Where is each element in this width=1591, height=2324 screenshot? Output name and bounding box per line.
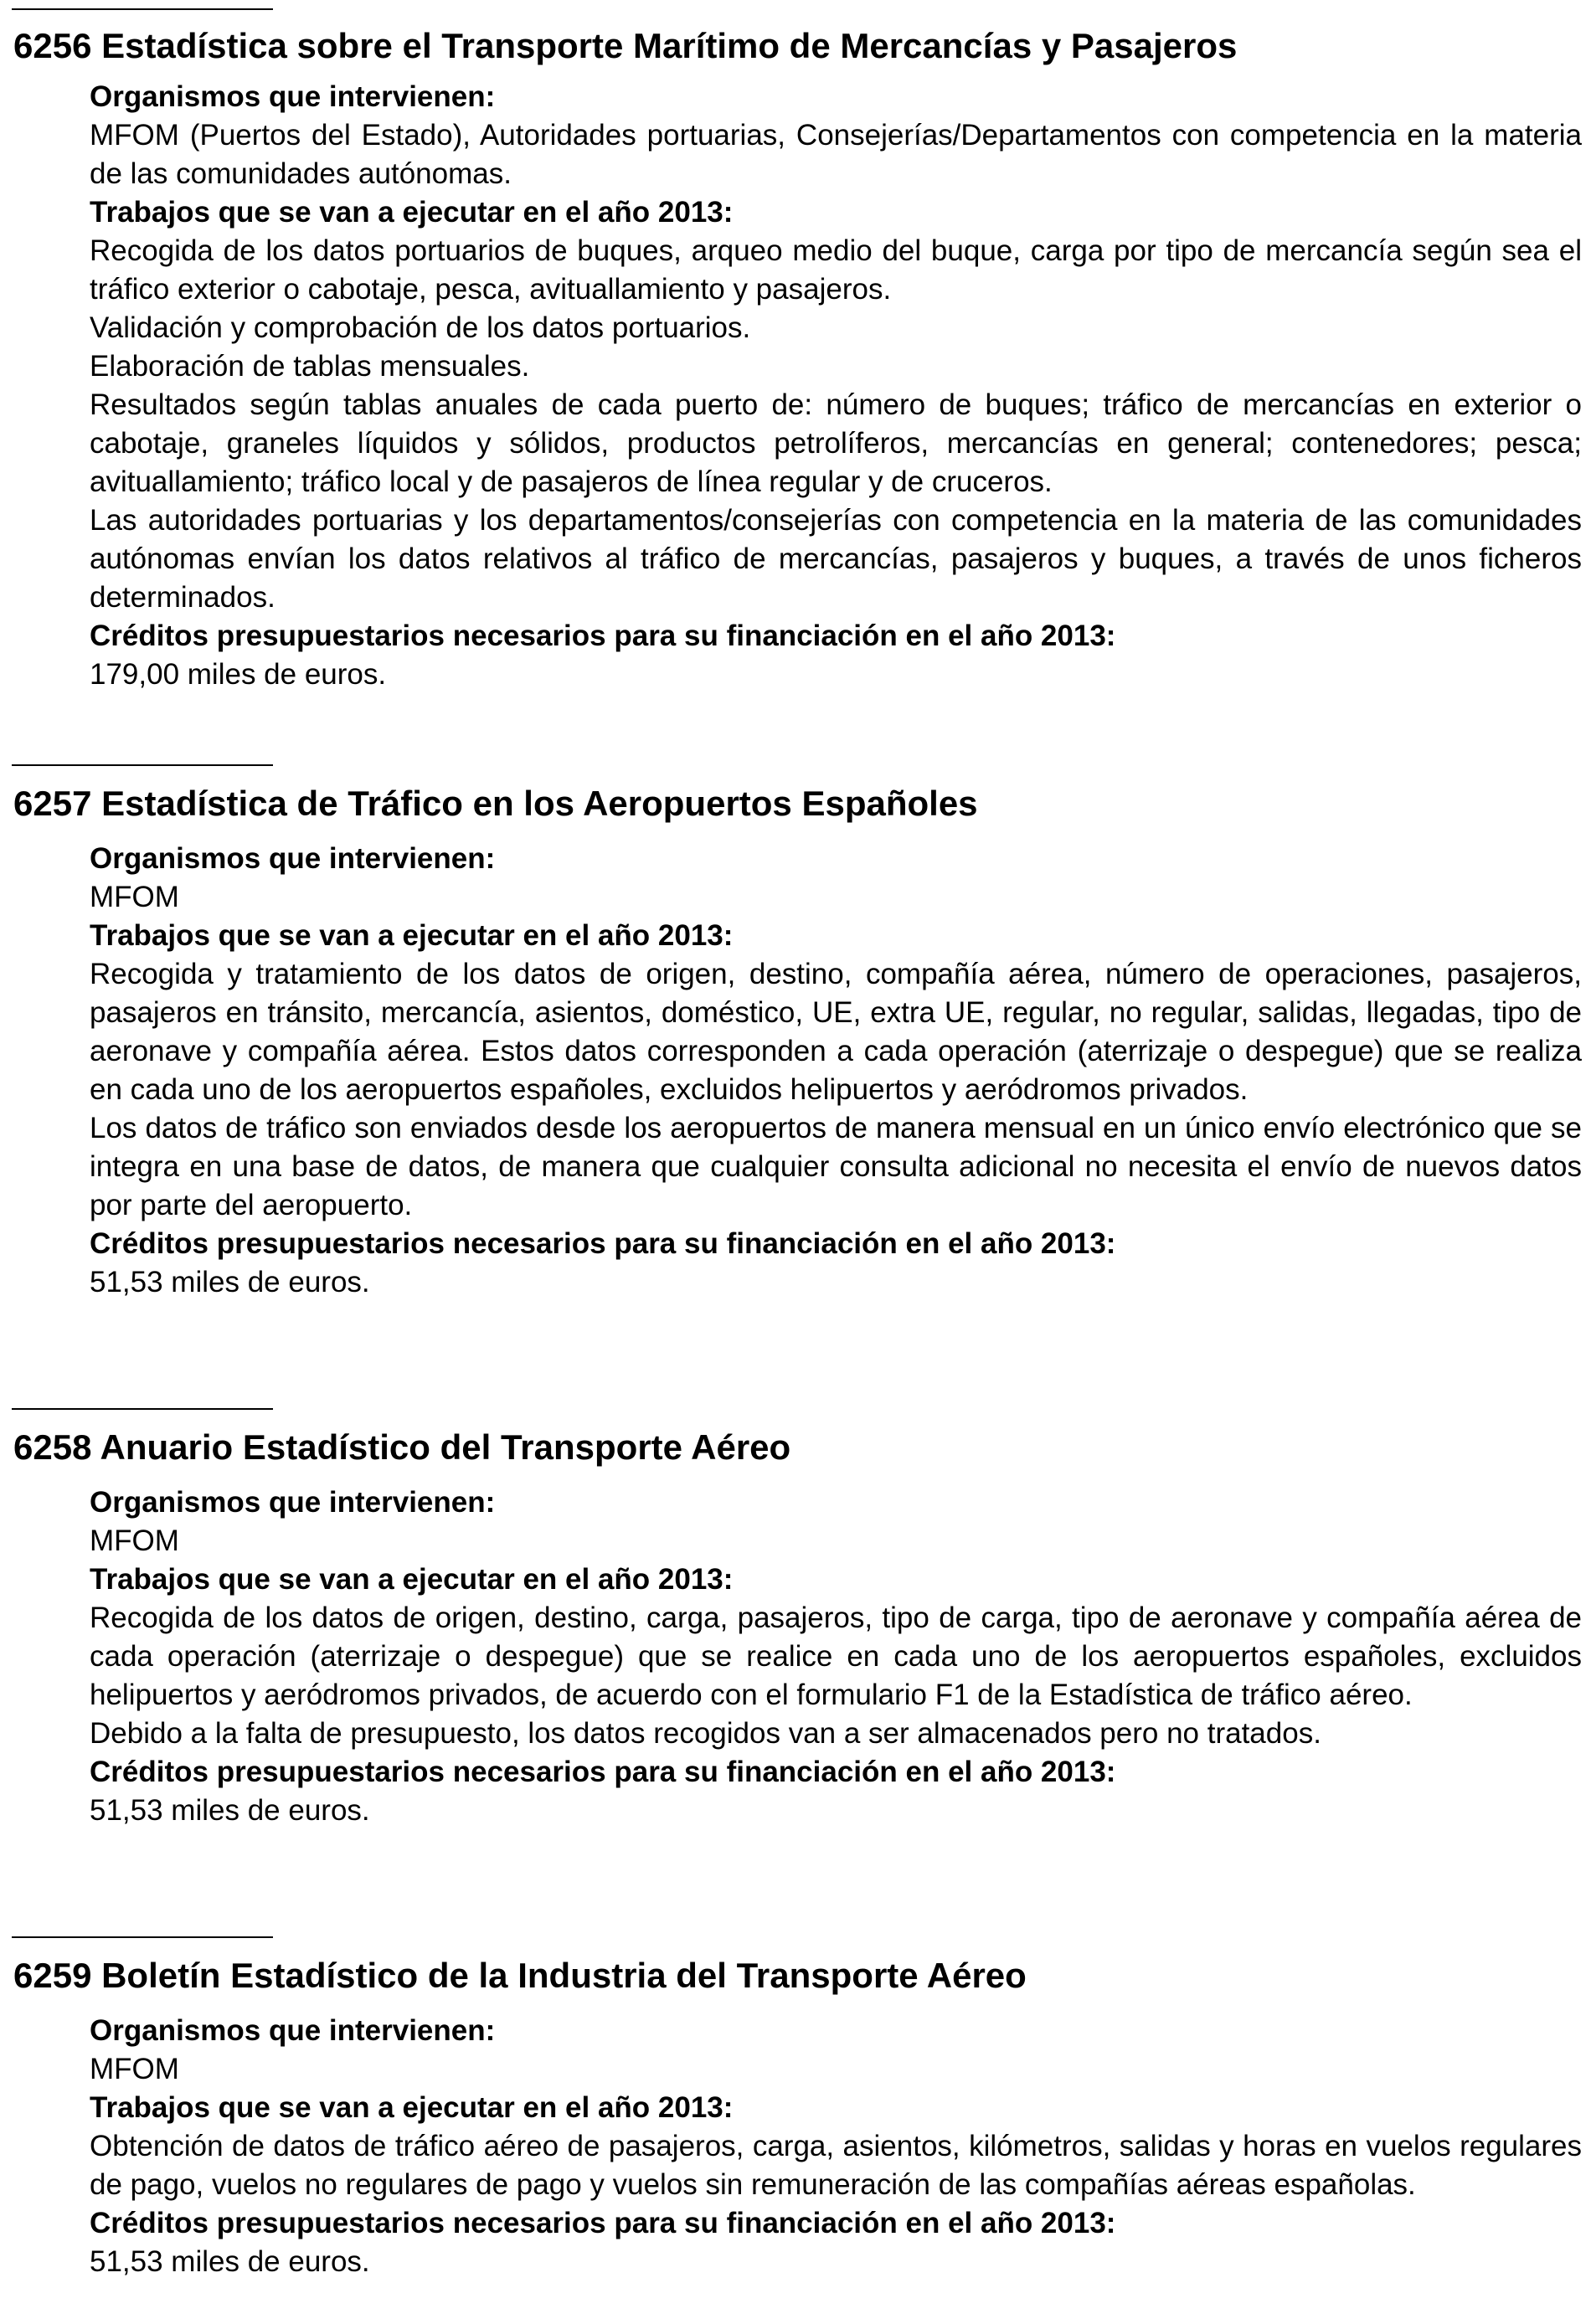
entry-body: [90, 1483, 1582, 1830]
section-divider: [12, 8, 273, 10]
section-divider: [12, 764, 273, 766]
trabajos-paragraph: Debido a la falta de presupuesto, los datos recogidos van a ser almacenados pero no tratados.: [90, 1717, 1321, 1750]
organismos-label: Organismos que intervienen:: [90, 2014, 496, 2047]
creditos-amount: 51,53 miles de euros.: [90, 2245, 370, 2278]
organismos-text: MFOM: [90, 2053, 179, 2085]
entry-body: [90, 840, 1582, 1302]
trabajos-paragraph: Elaboración de tablas mensuales.: [90, 350, 530, 383]
trabajos-paragraph: Obtención de datos de tráfico aéreo de pasajeros, carga, asientos, kilómetros, salidas y horas en vuelos regulares de pago, vuelos no regulares de pago y vuelos sin remuneración de las compañías aéreas españolas.: [90, 2130, 1582, 2201]
trabajos-paragraph: Validación y comprobación de los datos portuarios.: [90, 311, 751, 344]
trabajos-label: Trabajos que se van a ejecutar en el año 2013:: [90, 196, 734, 229]
organismos-label: Organismos que intervienen:: [90, 842, 496, 875]
entry-title: 6257 Estadística de Tráfico en los Aeropuertos Españoles: [13, 784, 978, 823]
organismos-text: MFOM: [90, 881, 179, 913]
creditos-amount: 179,00 miles de euros.: [90, 658, 387, 691]
entry-body: [90, 2012, 1582, 2281]
trabajos-label: Trabajos que se van a ejecutar en el año 2013:: [90, 919, 734, 952]
entry-title: 6256 Estadística sobre el Transporte Marítimo de Mercancías y Pasajeros: [13, 26, 1238, 65]
section-divider: [12, 1408, 273, 1410]
creditos-amount: 51,53 miles de euros.: [90, 1794, 370, 1827]
organismos-label: Organismos que intervienen:: [90, 1486, 496, 1519]
trabajos-paragraph: Resultados según tablas anuales de cada puerto de: número de buques; tráfico de mercancías en exterior o cabotaje, graneles líquidos y sólidos, productos petrolíferos, mercancías en general; contenedores; pesca; avituallamiento; tráfico local y de pasajeros de línea regular y de cruceros.: [90, 388, 1582, 498]
organismos-text: MFOM: [90, 1524, 179, 1557]
organismos-label: Organismos que intervienen:: [90, 80, 496, 113]
entry-title: 6259 Boletín Estadístico de la Industria del Transporte Aéreo: [13, 1956, 1027, 1995]
trabajos-paragraph: Los datos de tráfico son enviados desde los aeropuertos de manera mensual en un único envío electrónico que se integra en una base de datos, de manera que cualquier consulta adicional no necesita el envío de nuevos datos por parte del aeropuerto.: [90, 1112, 1582, 1221]
trabajos-paragraph: Recogida y tratamiento de los datos de origen, destino, compañía aérea, número de operaciones, pasajeros, pasajeros en tránsito, mercancía, asientos, doméstico, UE, extra UE, regular, no regular, salidas, llegadas, tipo de aeronave y compañía aérea. Estos datos corresponden a cada operación (aterrizaje o despegue) que se realiza en cada uno de los aeropuertos españoles, excluidos helipuertos y aeródromos privados.: [90, 958, 1582, 1106]
creditos-label: Créditos presupuestarios necesarios para su financiación en el año 2013:: [90, 620, 1116, 652]
entry-title: 6258 Anuario Estadístico del Transporte Aéreo: [13, 1427, 791, 1467]
creditos-label: Créditos presupuestarios necesarios para su financiación en el año 2013:: [90, 1756, 1116, 1788]
section-divider: [12, 1936, 273, 1938]
trabajos-paragraph: Las autoridades portuarias y los departamentos/consejerías con competencia en la materia de las comunidades autónomas envían los datos relativos al tráfico de mercancías, pasajeros y buques, a través de unos ficheros determinados.: [90, 504, 1582, 614]
trabajos-paragraph: Recogida de los datos portuarios de buques, arqueo medio del buque, carga por tipo de mercancía según sea el tráfico exterior o cabotaje, pesca, avituallamiento y pasajeros.: [90, 234, 1582, 306]
creditos-label: Créditos presupuestarios necesarios para su financiación en el año 2013:: [90, 2207, 1116, 2239]
organismos-text: MFOM (Puertos del Estado), Autoridades portuarias, Consejerías/Departamentos con competencia en la materia de las comunidades autónomas.: [90, 119, 1582, 190]
trabajos-paragraph: Recogida de los datos de origen, destino, carga, pasajeros, tipo de carga, tipo de aeronave y compañía aérea de cada operación (aterrizaje o despegue) que se realice en cada uno de los aeropuertos españoles, excluidos helipuertos y aeródromos privados, de acuerdo con el formulario F1 de la Estadística de tráfico aéreo.: [90, 1602, 1582, 1711]
creditos-amount: 51,53 miles de euros.: [90, 1266, 370, 1298]
trabajos-label: Trabajos que se van a ejecutar en el año 2013:: [90, 2091, 734, 2124]
entry-body: [90, 78, 1582, 694]
creditos-label: Créditos presupuestarios necesarios para su financiación en el año 2013:: [90, 1227, 1116, 1260]
trabajos-label: Trabajos que se van a ejecutar en el año 2013:: [90, 1563, 734, 1596]
